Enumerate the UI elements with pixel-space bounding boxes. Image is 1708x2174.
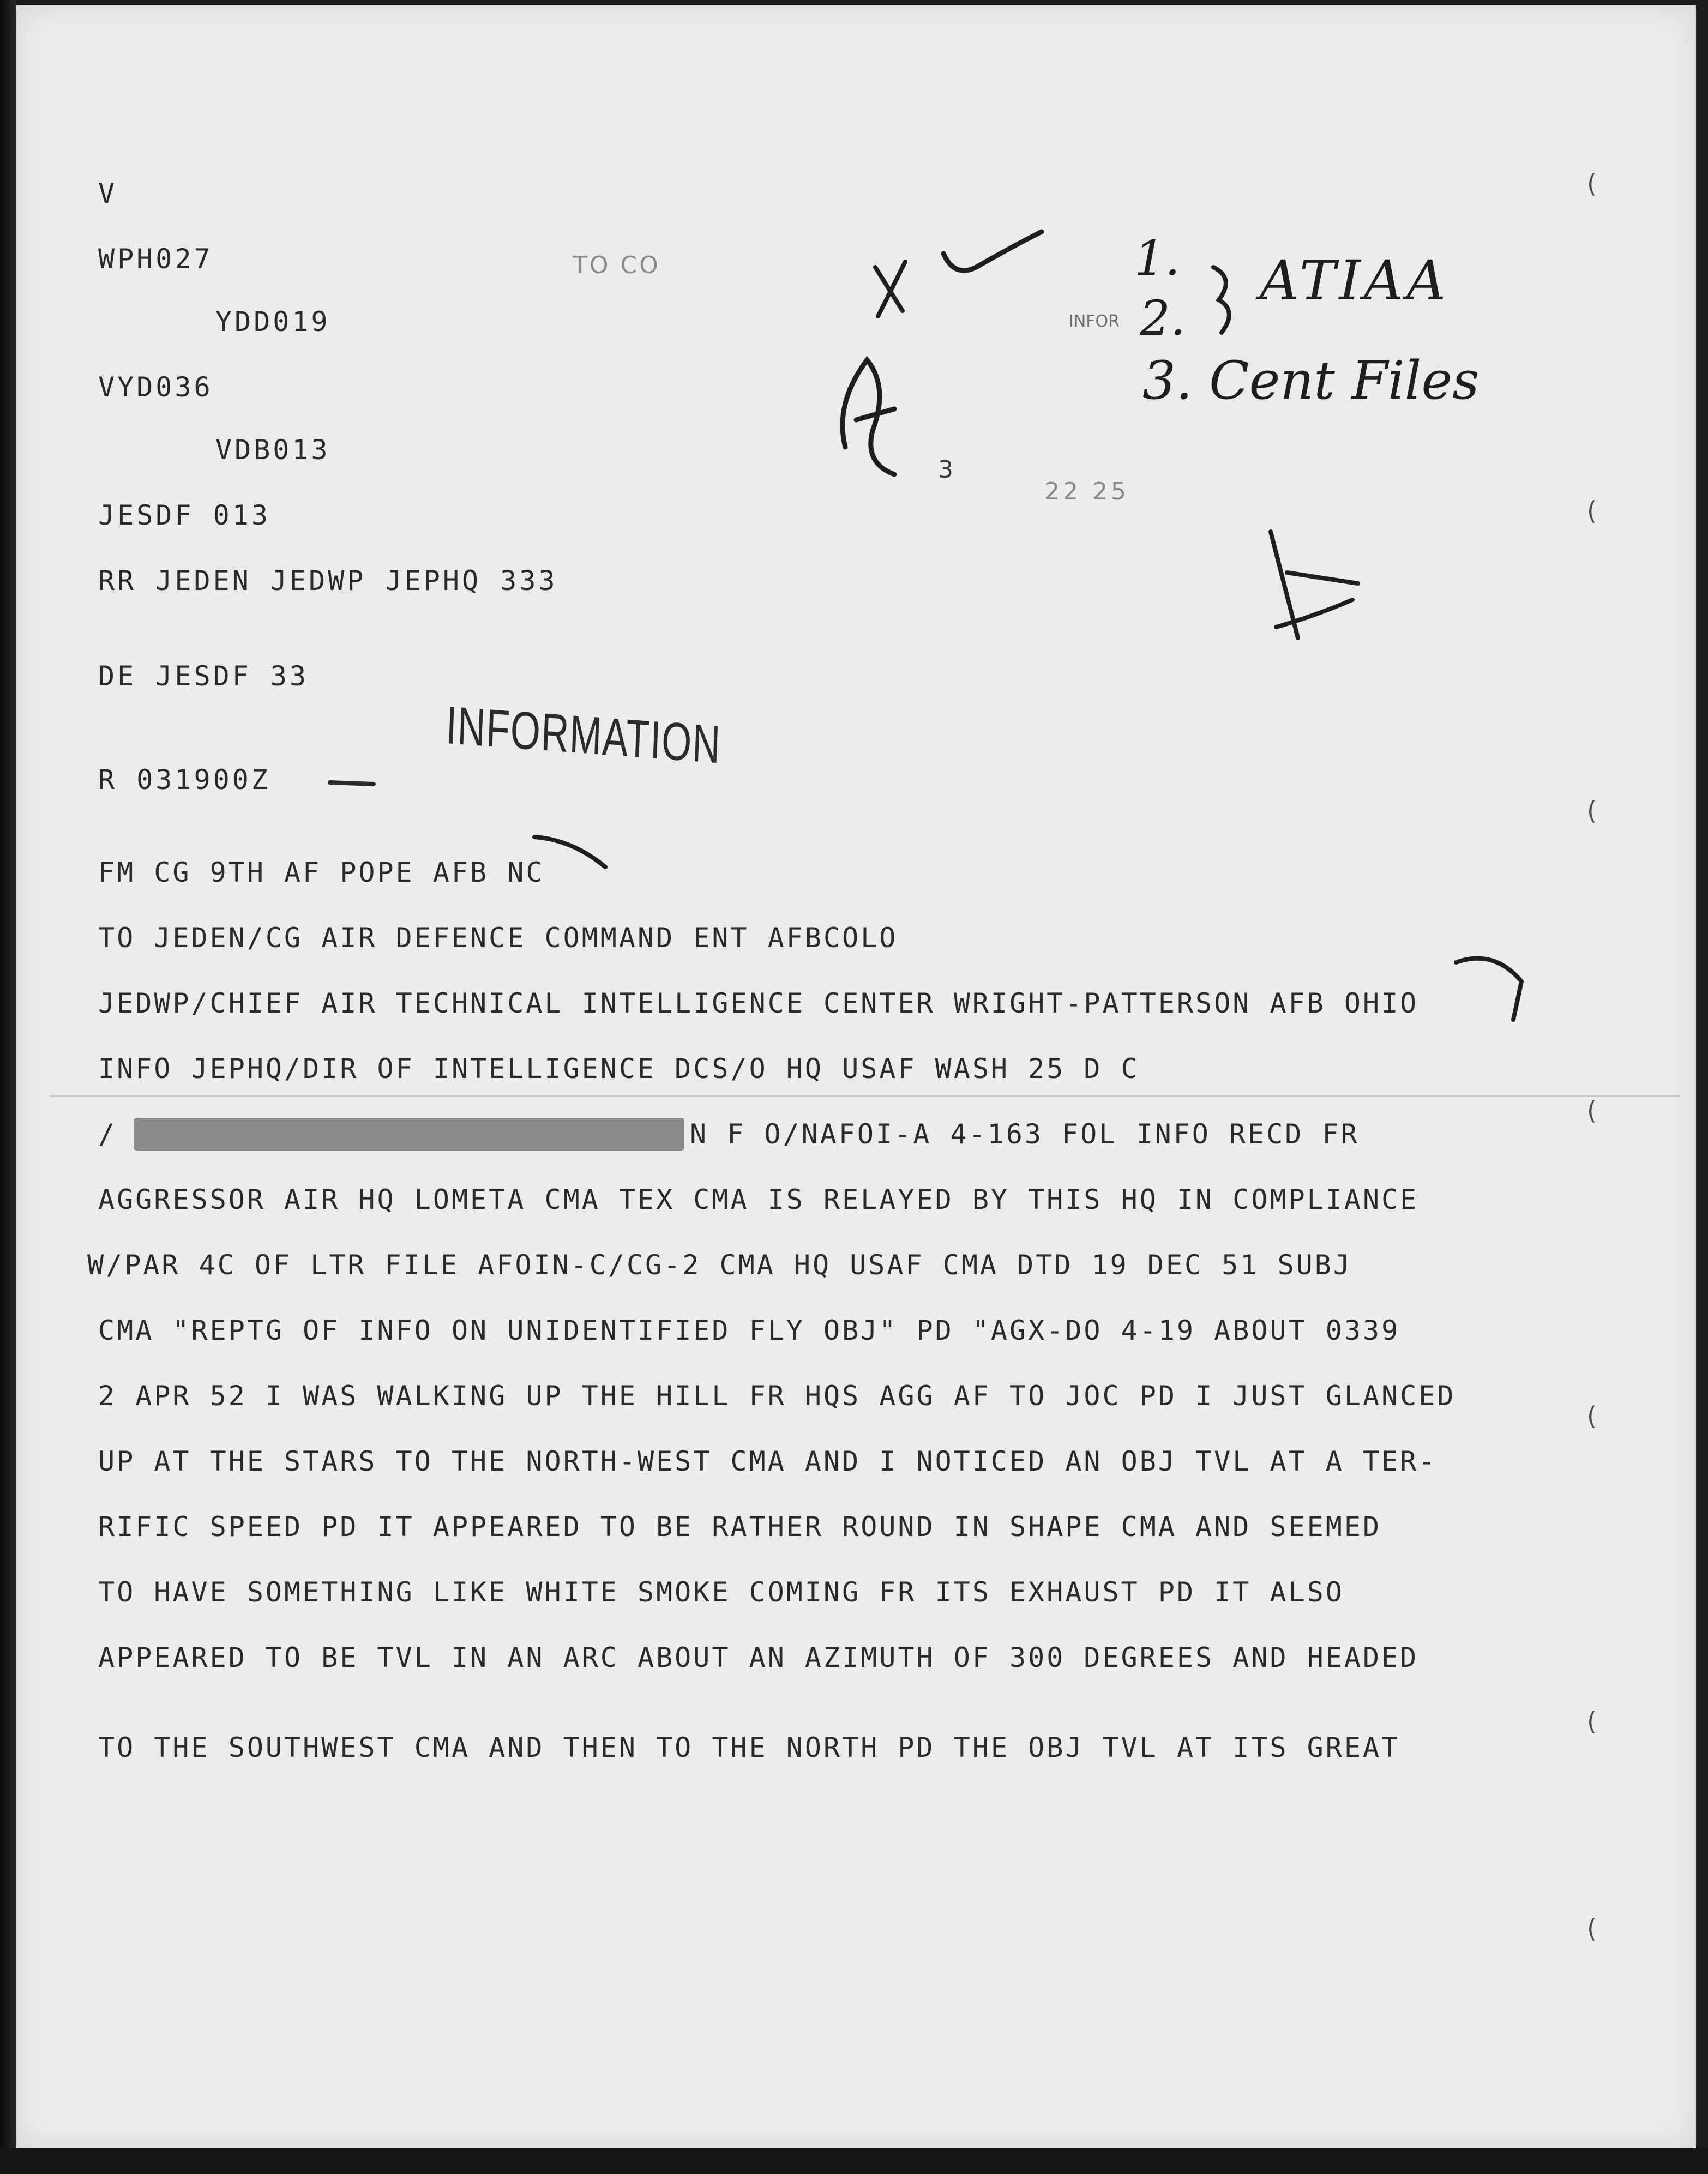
- date-stamp-2: 22 25: [1044, 478, 1129, 505]
- margin-mark-icon: (: [1587, 1401, 1597, 1431]
- from-line: FM CG 9TH AF POPE AFB NC: [98, 857, 545, 888]
- body-line-5: UP AT THE STARS TO THE NORTH-WEST CMA AND I NOTICED AN OBJ TVL AT A TER-: [98, 1446, 1438, 1477]
- margin-mark-icon: (: [1587, 496, 1597, 526]
- body-line-9: TO THE SOUTHWEST CMA AND THEN TO THE NORTH PD THE OBJ TVL AT ITS GREAT: [98, 1732, 1400, 1763]
- body-line-6: RIFIC SPEED PD IT APPEARED TO BE RATHER ROUND IN SHAPE CMA AND SEEMED: [98, 1511, 1382, 1543]
- action-info-stamp: INFOR: [1069, 312, 1120, 331]
- body-line-2: W/PAR 4C OF LTR FILE AFOIN-C/CG-2 CMA HQ USAF CMA DTD 19 DEC 51 SUBJ: [87, 1249, 1352, 1281]
- header-code-vdb: VDB013: [215, 434, 330, 466]
- originator-indicator: DE JESDF 33: [98, 660, 309, 692]
- body-line-4: 2 APR 52 I WAS WALKING UP THE HILL FR HQS AGG AF TO JOC PD I JUST GLANCED: [98, 1380, 1456, 1412]
- routing-line-1: 1.: [1134, 230, 1180, 286]
- redacted-line-text: N F O/NAFOI-A 4-163 FOL INFO RECD FR: [690, 1118, 1360, 1150]
- header-code-wph: WPH027: [98, 243, 213, 275]
- routing-line-2: 2.: [1140, 290, 1186, 346]
- margin-mark-icon: (: [1587, 796, 1597, 826]
- routing-office: ATIAA: [1260, 249, 1450, 312]
- scan-bottom-edge: [0, 2148, 1708, 2174]
- routing-line-3: 3. Cent Files: [1142, 350, 1480, 411]
- to-line: TO JEDEN/CG AIR DEFENCE COMMAND ENT AFBCOLO: [98, 922, 898, 954]
- header-code-jesdf: JESDF 013: [98, 499, 270, 531]
- redaction-slash: /: [98, 1118, 117, 1150]
- date-time-group: R 031900Z: [98, 764, 270, 796]
- dash-mark-icon: [330, 782, 374, 784]
- body-line-3: CMA "REPTG OF INFO ON UNIDENTIFIED FLY OBJ" PD "AGX-DO 4-19 ABOUT 0339: [98, 1315, 1400, 1346]
- header-code-vyd: VYD036: [98, 371, 213, 403]
- body-line-1: AGGRESSOR AIR HQ LOMETA CMA TEX CMA IS RELAYED BY THIS HQ IN COMPLIANCE: [98, 1184, 1419, 1215]
- check-mark-icon: [943, 232, 1042, 270]
- body-line-8: APPEARED TO BE TVL IN AN ARC ABOUT AN AZIMUTH OF 300 DEGREES AND HEADED: [98, 1642, 1419, 1673]
- body-line-7: TO HAVE SOMETHING LIKE WHITE SMOKE COMING FR ITS EXHAUST PD IT ALSO: [98, 1576, 1344, 1608]
- a-mark-icon: [1271, 532, 1358, 638]
- x-mark-icon: [875, 262, 905, 316]
- date-stamp-1: 3: [938, 456, 953, 484]
- routing-brace-icon: [1213, 267, 1229, 333]
- info-line: INFO JEPHQ/DIR OF INTELLIGENCE DCS/O HQ USAF WASH 25 D C: [98, 1053, 1140, 1085]
- margin-mark-icon: (: [1587, 1707, 1597, 1736]
- routing-indicator: RR JEDEN JEDWP JEPHQ 333: [98, 565, 558, 597]
- margin-mark-icon: (: [1587, 169, 1597, 198]
- scan-left-edge: [0, 0, 16, 2174]
- arc-mark-icon: [534, 837, 605, 867]
- to-co-stamp: TO CO: [573, 251, 660, 279]
- arc-mark-2-icon: [1456, 959, 1521, 1020]
- teletype-document: [16, 5, 1696, 2148]
- header-code-v: V: [98, 178, 118, 209]
- initials-scribble-icon: [843, 360, 894, 474]
- margin-mark-icon: (: [1587, 1096, 1597, 1125]
- to-line-2: JEDWP/CHIEF AIR TECHNICAL INTELLIGENCE CENTER WRIGHT-PATTERSON AFB OHIO: [98, 987, 1419, 1019]
- margin-mark-icon: (: [1587, 1914, 1597, 1943]
- information-stamp: INFORMATION: [445, 695, 723, 775]
- redaction-block: [134, 1118, 684, 1151]
- header-code-ydd: YDD019: [215, 306, 330, 338]
